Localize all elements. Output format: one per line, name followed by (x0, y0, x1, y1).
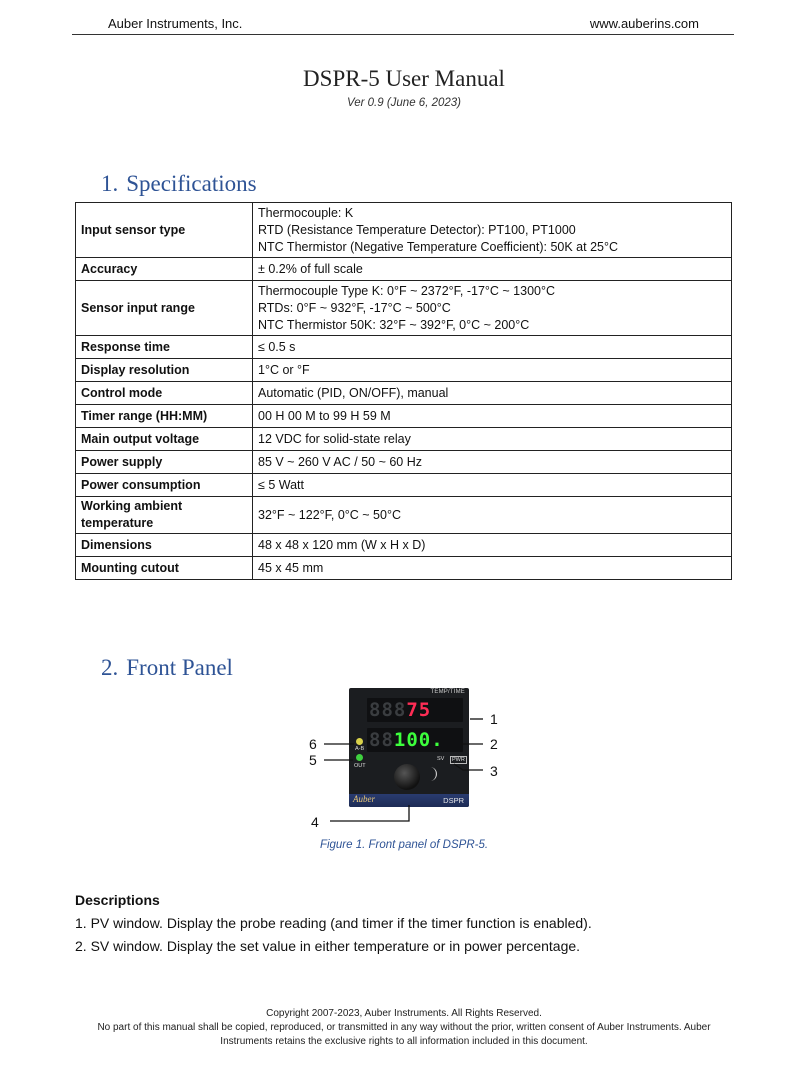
out-label: OUT (354, 763, 366, 769)
sv-label: SV (437, 756, 445, 762)
table-row (76, 359, 732, 382)
table-row (76, 382, 732, 405)
company-name: Auber Instruments, Inc. (108, 16, 243, 31)
section-title: Specifications (126, 171, 257, 196)
website-link[interactable]: www.auberins.com (589, 16, 699, 31)
callout-3: 3 (490, 763, 498, 779)
spec-value-line: RTDs: 0°F ~ 932°F, -17°C ~ 500°C (258, 300, 451, 315)
spec-value: 1°C or °F (253, 359, 732, 382)
spec-value: 32°F ~ 122°F, 0°C ~ 50°C (253, 497, 732, 534)
table-row (76, 534, 732, 557)
spec-key: Response time (76, 336, 253, 359)
table-row (76, 203, 732, 258)
spec-value: 45 x 45 mm (253, 557, 732, 580)
section-heading-specifications (101, 171, 257, 197)
table-row (76, 474, 732, 497)
spec-value-line: Thermocouple Type K: 0°F ~ 2372°F, -17°C ~ 1300°C (258, 283, 556, 298)
spec-value (253, 203, 732, 258)
callout-5: 5 (309, 752, 317, 768)
spec-key: Power supply (76, 451, 253, 474)
callout-4: 4 (311, 814, 319, 830)
model-label: DSPR (443, 796, 464, 805)
table-row (76, 281, 732, 336)
spec-value: 12 VDC for solid-state relay (253, 428, 732, 451)
table-row (76, 451, 732, 474)
section-number: 2. (101, 655, 119, 680)
spec-value-line: Thermocouple: K (258, 205, 354, 220)
spec-key: Input sensor type (76, 203, 253, 258)
description-item: 2. SV window. Display the set value in either temperature or in power percentage. (75, 938, 581, 954)
spec-value: ≤ 5 Watt (253, 474, 732, 497)
spec-key: Timer range (HH:MM) (76, 405, 253, 428)
pv-dim-digits: 888 (369, 699, 407, 721)
spec-value-line: NTC Thermistor (Negative Temperature Coefficient): 50K at 25°C (258, 239, 619, 254)
sv-reading: 100. (393, 729, 444, 751)
spec-value: ≤ 0.5 s (253, 336, 732, 359)
callout-2: 2 (490, 736, 498, 752)
brand-logo: Auber (353, 794, 375, 804)
temp-time-label: TEMP/TIME (430, 689, 465, 695)
spec-key: Main output voltage (76, 428, 253, 451)
section-heading-front-panel (101, 655, 233, 681)
spec-key: Accuracy (76, 258, 253, 281)
callout-6: 6 (309, 736, 317, 752)
sv-dim-digits: 88 (369, 729, 394, 751)
section-number: 1. (101, 171, 119, 196)
document-title: DSPR-5 User Manual (303, 66, 505, 91)
section-title: Front Panel (126, 655, 233, 680)
table-row (76, 497, 732, 534)
spec-value (253, 281, 732, 336)
descriptions-heading: Descriptions (75, 892, 160, 908)
spec-value-line: RTD (Resistance Temperature Detector): PT100, PT1000 (258, 222, 576, 237)
table-row (76, 258, 732, 281)
callout-1: 1 (490, 711, 498, 727)
footer-copyright: Copyright 2007-2023, Auber Instruments. All Rights Reserved. (266, 1008, 542, 1019)
spec-key: Working ambient temperature (76, 497, 253, 534)
footer-legal-notice: No part of this manual shall be copied, reproduced, or transmitted in any way without the prior, written consent of Auber Instruments. Auber Instruments retains the exclusive rights to all information included in this document. (97, 1022, 711, 1047)
pwr-key[interactable]: PWR (452, 757, 465, 763)
spec-key: Control mode (76, 382, 253, 405)
spec-value: 85 V ~ 260 V AC / 50 ~ 60 Hz (253, 451, 732, 474)
table-row (76, 405, 732, 428)
document-version: Ver 0.9 (June 6, 2023) (346, 97, 461, 109)
header-divider (72, 34, 734, 35)
pv-reading: 75 (406, 699, 432, 721)
spec-key: Mounting cutout (76, 557, 253, 580)
ab-label: A-B (355, 746, 365, 752)
table-row (76, 336, 732, 359)
spec-key: Display resolution (76, 359, 253, 382)
spec-value: 00 H 00 M to 99 H 59 M (253, 405, 732, 428)
callout-lines (300, 700, 500, 830)
spec-key: Sensor input range (76, 281, 253, 336)
spec-value-line: NTC Thermistor 50K: 32°F ~ 392°F, 0°C ~ 200°C (258, 317, 530, 332)
spec-key: Dimensions (76, 534, 253, 557)
spec-value: Automatic (PID, ON/OFF), manual (253, 382, 732, 405)
spec-key: Power consumption (76, 474, 253, 497)
figure-caption: Figure 1. Front panel of DSPR-5. (319, 839, 489, 851)
description-item: 1. PV window. Display the probe reading (and timer if the timer function is enabled). (75, 915, 592, 931)
spec-value: 48 x 48 x 120 mm (W x H x D) (253, 534, 732, 557)
spec-value: ± 0.2% of full scale (253, 258, 732, 281)
specifications-table (75, 202, 732, 580)
table-row (76, 557, 732, 580)
table-row (76, 428, 732, 451)
